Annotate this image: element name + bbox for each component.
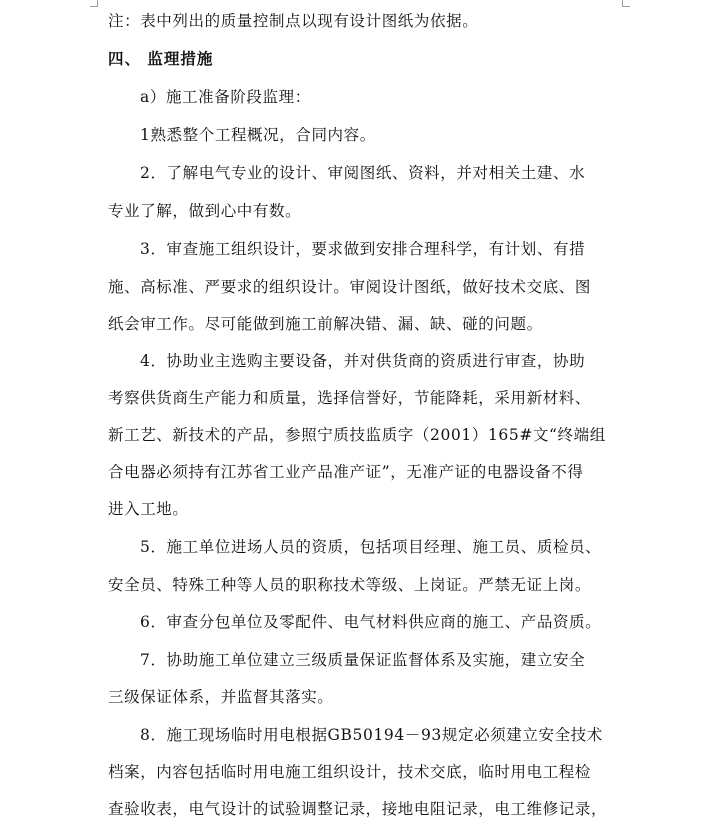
paragraph-line: 4．协助业主选购主要设备，并对供货商的资质进行审查，协助 [140, 352, 586, 370]
paragraph-line: 1熟悉整个工程概况，合同内容。 [140, 126, 376, 144]
paragraph-line: 3．审查施工组织设计，要求做到安排合理科学，有计划、有措 [140, 240, 586, 258]
paragraph-line: 合电器必须持有江苏省工业产品准产证”，无准产证的电器设备不得 [108, 463, 584, 481]
paragraph-line: 8．施工现场临时用电根据GB50194－93规定必须建立安全技术 [140, 726, 603, 744]
note-line: 注：表中列出的质量控制点以现有设计图纸为依据。 [108, 12, 479, 30]
paragraph-line: 进入工地。 [108, 500, 189, 518]
paragraph-line: 档案，内容包括临时用电施工组织设计，技术交底，临时用电工程检 [108, 763, 592, 781]
paragraph-line: 新工艺、新技术的产品，参照宁质技监质字（2001）165#文“终端组 [108, 426, 606, 444]
paragraph-line: 施、高标准、严要求的组织设计。审阅设计图纸，做好技术交底、图 [108, 278, 592, 296]
subsection-title: a）施工准备阶段监理： [140, 88, 311, 106]
paragraph-line: 三级保证体系，并监督其落实。 [108, 688, 334, 706]
page-corner-mark-right-horizontal [622, 6, 630, 7]
paragraph-line: 查验收表，电气设计的试验调整记录，接地电阻记录，电工维修记录， [108, 800, 608, 818]
paragraph-line: 纸会审工作。尽可能做到施工前解决错、漏、缺、碰的问题。 [108, 315, 543, 333]
section-heading: 四、 监理措施 [108, 49, 214, 68]
paragraph-line: 6．审查分包单位及零配件、电气材料供应商的施工、产品资质。 [140, 613, 602, 631]
page-corner-mark-left-horizontal [90, 6, 98, 7]
paragraph-line: 7．协助施工单位建立三级质量保证监督体系及实施，建立安全 [140, 651, 586, 669]
paragraph-line: 考察供货商生产能力和质量，选择信誉好，节能降耗，采用新材料、 [108, 389, 592, 407]
paragraph-line: 安全员、特殊工种等人员的职称技术等级、上岗证。严禁无证上岗。 [108, 576, 592, 594]
paragraph-line: 5．施工单位进场人员的资质，包括项目经理、施工员、质检员、 [140, 538, 602, 556]
paragraph-line: 2．了解电气专业的设计、审阅图纸、资料，并对相关土建、水 [140, 164, 586, 182]
paragraph-line: 专业了解，做到心中有数。 [108, 202, 302, 220]
